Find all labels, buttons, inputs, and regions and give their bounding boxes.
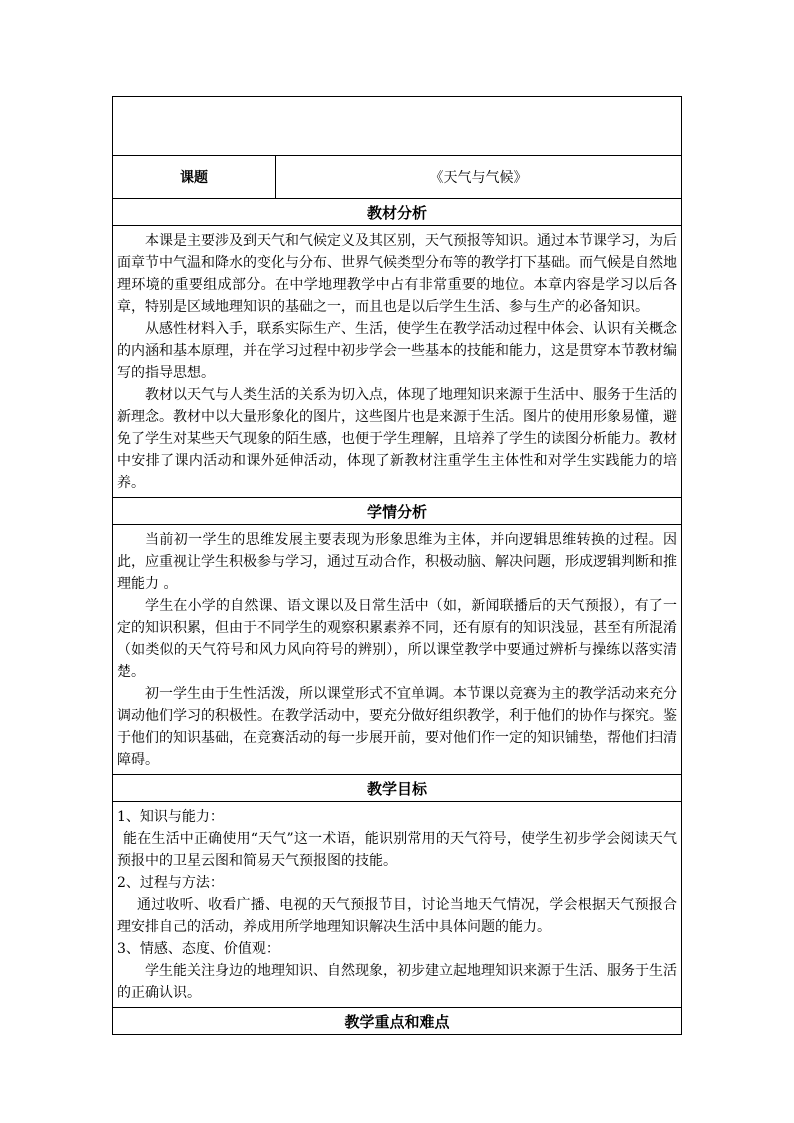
material-body-row [113,226,682,498]
goal-title: 1、知识与能力： [117,809,224,825]
material-paragraph: 教材以天气与人类生活的关系为切入点，体现了地理知识来源于生活中、服务于生活的新理念。教材中以大量形象化的图片，这些图片也是来源于生活。图片的使用形象易懂，避免了学生对某些天气现象的陌生感，也便于学生理解，且培养了学生的读图分析能力。教材中安排了课内活动和课外延伸活动，体现了新教材注重学生主体性和对学生实践能力的培养。 [117,387,677,491]
students-body [113,525,682,775]
students-paragraph: 初一学生由于生性活泼，所以课堂形式不宜单调。本节课以竞赛为主的教学活动来充分调动他们学习的积极性。在教学活动中，要充分做好组织教学，利于他们的协作与探究。鉴于他们的知识基础，在竞赛活动的每一步展开前，要对他们作一定的知识铺垫，帮他们扫清障碍。 [117,686,677,768]
lesson-plan-table [112,96,682,1035]
material-heading-row [113,199,682,226]
students-paragraph: 学生在小学的自然课、语文课以及日常生活中（如，新闻联播后的天气预报），有了一定的知识积累，但由于不同学生的观察积累素养不同，还有原有的知识浅显，甚至有所混淆（如类似的天气符号和风力风向符号的辨别），所以课堂教学中要通过辨析与操练以落实清楚。 [117,598,677,680]
goal-title: 3、情感、态度、价值观： [117,941,280,957]
material-paragraph: 本课是主要涉及到天气和气候定义及其区别，天气预报等知识。通过本节课学习，为后面章节中气温和降水的变化与分布、世界气候类型分布等的教学打下基础。而气候是自然地理环境的重要组成部分。在中学地理教学中占有非常重要的地位。本章内容是学习以后各章，特别是区域地理知识的基础之一，而且也是以后学生生活、参与生产的必备知识。 [117,233,677,315]
goals-body [113,802,682,1008]
material-heading: 教材分析 [113,199,682,226]
lesson-title: 《天气与气候》 [276,156,682,199]
lesson-label: 课题 [113,156,276,199]
goal-text: 通过收听、收看广播、电视的天气预报节目，讨论当地天气情况，学会根据天气预报合理安排自己的活动，养成用所学地理知识解决生活中具体问题的能力。 [117,897,677,935]
material-body [113,226,682,498]
goal-title: 2、过程与方法： [117,875,224,891]
material-paragraph: 从感性材料入手，联系实际生产、生活，使学生在教学活动过程中体会、认识有关概念的内涵和基本原理，并在学习过程中初步学会一些基本的技能和能力，这是贯穿本节教材编写的指导思想。 [117,321,677,381]
keypoints-heading: 教学重点和难点 [113,1008,682,1035]
goals-heading: 教学目标 [113,775,682,802]
goal-text: 学生能关注身边的地理知识、自然现象，初步建立起地理知识来源于生活、服务于生活的正确认识。 [117,963,677,1001]
blank-header-row [113,97,682,156]
goals-heading-row [113,775,682,802]
lesson-title-row [113,156,682,199]
goals-body-row [113,802,682,1008]
students-heading: 学情分析 [113,498,682,525]
students-heading-row [113,498,682,525]
blank-header-cell [113,97,682,156]
students-body-row [113,525,682,775]
goal-text: 能在生活中正确使用“天气”这一术语，能识别常用的天气符号，使学生初步学会阅读天气预报中的卫星云图和简易天气预报图的技能。 [117,831,677,869]
students-paragraph: 当前初一学生的思维发展主要表现为形象思维为主体，并向逻辑思维转换的过程。因此，应重视让学生积极参与学习，通过互动合作，积极动脑、解决问题，形成逻辑判断和推理能力 。 [117,532,677,592]
keypoints-heading-row [113,1008,682,1035]
